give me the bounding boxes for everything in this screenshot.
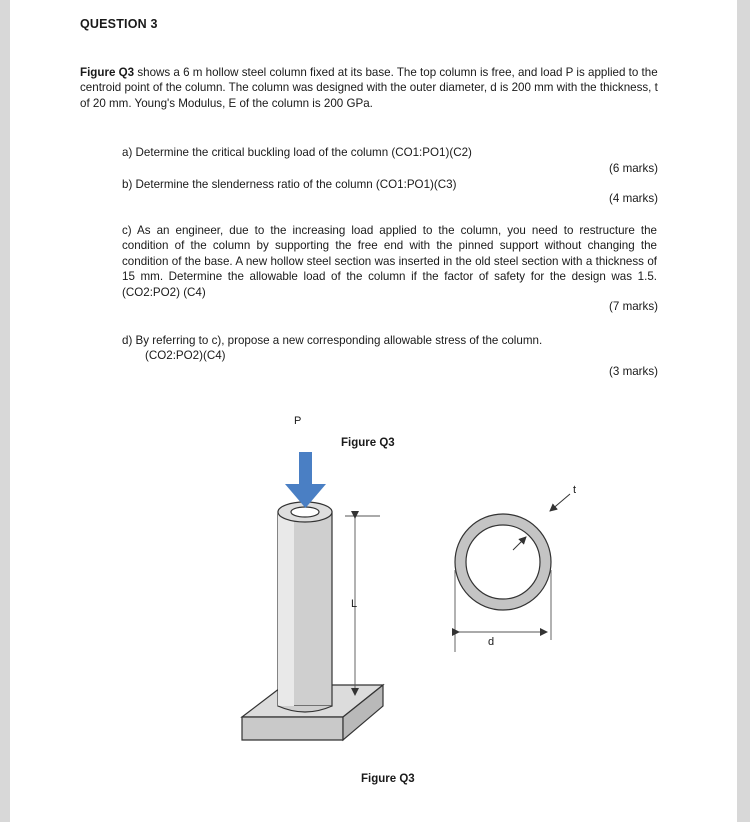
ring-cross-section: [455, 514, 551, 610]
load-arrow-icon: [285, 452, 326, 508]
part-d-line2: (CO2:PO2)(C4): [145, 349, 226, 362]
part-a-text: a) Determine the critical buckling load of the column (CO1:PO1)(C2): [122, 146, 472, 159]
part-a-marks: (6 marks): [609, 162, 658, 175]
figure-title-top: Figure Q3: [341, 437, 395, 449]
diameter-label: d: [488, 636, 495, 648]
hollow-column: [278, 502, 332, 712]
part-c-marks: (7 marks): [609, 300, 658, 313]
part-b-marks: (4 marks): [609, 192, 658, 205]
part-b-text: b) Determine the slenderness ratio of the column (CO1:PO1)(C3): [122, 178, 457, 191]
figure-title-bottom: Figure Q3: [361, 773, 415, 785]
column-figure: [10, 400, 737, 760]
figure-reference: Figure Q3: [80, 66, 135, 79]
part-c-text: c) As an engineer, due to the increasing load applied to the column, you need to restructure the condition of the column by supporting the free end with the pinned support without changing the condition of the base. A new hollow steel section was inserted in the old steel section with a thickness of 15 mm. Determine the allowable load of the column if the factor of safety for the design was 1.5. (CO2:PO2) (C4): [122, 224, 657, 299]
intro-paragraph: [80, 65, 660, 111]
thickness-label: t: [573, 484, 577, 496]
part-d-line1: d) By referring to c), propose a new corresponding allowable stress of the column.: [122, 334, 543, 347]
question-title: QUESTION 3: [80, 17, 158, 31]
load-label: P: [294, 415, 302, 427]
length-label: L: [351, 598, 358, 610]
part-d-marks: (3 marks): [609, 365, 658, 378]
intro-text: shows a 6 m hollow steel column fixed at its base. The top column is free, and load P is applied to the centroid point of the column. The column was designed with the outer diameter, d is 200 mm with the thickness, t of 20 mm. Young's Modulus, E of the column is 200 GPa.: [80, 66, 658, 110]
document-page: [10, 0, 737, 822]
